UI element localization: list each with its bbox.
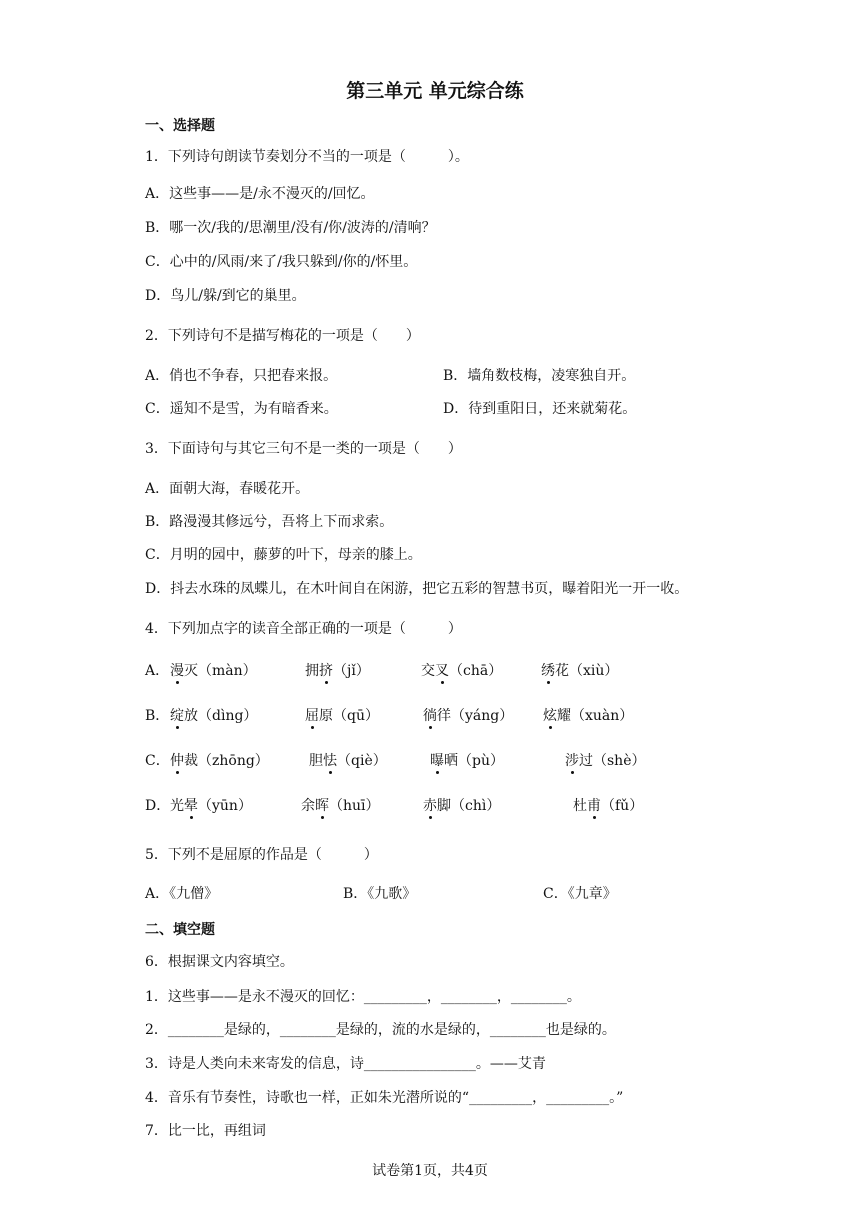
q2-option-b: B．墙角数枝梅，凌寒独自开。 [443, 368, 636, 384]
q4-dotted-char: 涉 [565, 753, 579, 769]
q1-option-d: D．鸟儿/躲/到它的巢里。 [145, 288, 306, 304]
section-fill-heading: 二、填空题 [145, 922, 215, 938]
q6-line-1: 1．这些事——是永不漫灭的回忆：_________，________，________。 [145, 989, 581, 1005]
q4-word-suffix: 脚（chì） [437, 798, 501, 814]
q2-option-c: C．遥知不是雪，为有暗香来。 [145, 401, 338, 417]
q4-word [573, 797, 643, 815]
q4-word [423, 707, 513, 725]
q4-word-suffix: 花（xiù） [555, 663, 619, 679]
q6-line-3: 3．诗是人类向未来寄发的信息，诗________________。——艾青 [145, 1056, 546, 1072]
q4-word-prefix: 杜 [573, 798, 587, 814]
q4-dotted-char: 曝 [430, 753, 444, 769]
q4-word-prefix: 拥 [305, 663, 319, 679]
q4-word-suffix: （jǐ） [333, 663, 370, 679]
q4-word [305, 707, 379, 725]
q4-word [301, 797, 380, 815]
q4-dotted-char: 炫 [543, 708, 557, 724]
q2-stem: 2．下列诗句不是描写梅花的一项是（ ） [145, 328, 420, 344]
page-title: 第三单元 单元综合练 [346, 80, 524, 102]
q4-word [170, 752, 269, 770]
page-footer: 试卷第1页，共4页 [372, 1163, 488, 1179]
q4-word-suffix: 耀（xuàn） [557, 708, 634, 724]
q3-option-c: C．月明的园中，藤萝的叶下，母亲的膝上。 [145, 547, 422, 563]
q4-word [305, 662, 370, 680]
q4-word-prefix: 余 [301, 798, 315, 814]
q4-word-suffix: （chā） [449, 663, 503, 679]
q4-word [170, 797, 252, 815]
q1-option-b: B．哪一次/我的/思潮里/没有/你/波涛的/清响？ [145, 220, 436, 236]
q6-line-2: 2．________是绿的，________是绿的，流的水是绿的，________也是绿的。 [145, 1022, 616, 1038]
q4-word [421, 662, 502, 680]
q3-option-a: A．面朝大海，春暖花开。 [145, 481, 310, 497]
q4-dotted-char: 绽 [170, 708, 184, 724]
q4-word-suffix: 晒（pù） [444, 753, 504, 769]
q4-dotted-char: 晕 [184, 798, 198, 814]
q4-word-suffix: 过（shè） [579, 753, 646, 769]
q4-word-prefix: 光 [170, 798, 184, 814]
q4-dotted-char: 挤 [319, 663, 333, 679]
section-choice-heading: 一、选择题 [145, 118, 215, 134]
q4-dotted-char: 晖 [315, 798, 329, 814]
q3-stem: 3．下面诗句与其它三句不是一类的一项是（ ） [145, 441, 462, 457]
q6-line-4: 4．音乐有节奏性，诗歌也一样，正如朱光潜所说的“_________，_________。” [145, 1090, 624, 1106]
q7-stem: 7．比一比，再组词 [145, 1123, 266, 1139]
q1-option-a: A．这些事——是/永不漫灭的/回忆。 [145, 186, 375, 202]
q4-dotted-char: 绣 [541, 663, 555, 679]
q4-word-suffix: （qiè） [337, 753, 387, 769]
q4-dotted-char: 怯 [323, 753, 337, 769]
q4-word-suffix: （yūn） [198, 798, 252, 814]
q4-word [170, 707, 257, 725]
q6-stem: 6．根据课文内容填空。 [145, 954, 294, 970]
q5-stem: 5．下列不是屈原的作品是（ ） [145, 847, 378, 863]
q4-option-label: B． [145, 708, 170, 724]
q4-word-suffix: （huī） [329, 798, 380, 814]
q3-option-d: D．抖去水珠的凤蝶儿，在木叶间自在闲游，把它五彩的智慧书页，曝着阳光一开一收。 [145, 581, 689, 597]
q5-option-c: C．《九章》 [543, 886, 617, 902]
q4-dotted-char: 屈 [305, 708, 319, 724]
q4-word [543, 707, 633, 725]
q3-option-b: B．路漫漫其修远兮，吾将上下而求索。 [145, 514, 394, 530]
q4-dotted-char: 甫 [587, 798, 601, 814]
q4-option-label: C． [145, 753, 170, 769]
q4-word-suffix: 灭（màn） [184, 663, 257, 679]
q4-dotted-char: 仲 [170, 753, 184, 769]
q4-word [541, 662, 618, 680]
q4-word-prefix: 胆 [309, 753, 323, 769]
q4-word-suffix: 裁（zhōng） [184, 753, 269, 769]
q1-option-c: C．心中的/风雨/来了/我只躲到/你的/怀里。 [145, 254, 418, 270]
q5-option-a: A．《九僧》 [145, 886, 219, 902]
q2-option-d: D．待到重阳日，还来就菊花。 [443, 401, 637, 417]
q1-stem: 1．下列诗句朗读节奏划分不当的一项是（ ）。 [145, 149, 469, 165]
q4-word [309, 752, 387, 770]
q4-word [170, 662, 257, 680]
q4-dotted-char: 赤 [423, 798, 437, 814]
q4-dotted-char: 徜 [423, 708, 437, 724]
q5-option-b: B．《九歌》 [343, 886, 417, 902]
q4-word [565, 752, 646, 770]
q4-word-suffix: 原（qū） [319, 708, 379, 724]
q4-dotted-char: 漫 [170, 663, 184, 679]
q4-word-prefix: 交 [421, 663, 435, 679]
q4-option-label: D． [145, 798, 171, 814]
q4-word-suffix: 放（dìng） [184, 708, 258, 724]
q4-word [430, 752, 504, 770]
q4-dotted-char: 叉 [435, 663, 449, 679]
q4-word [423, 797, 500, 815]
q4-option-label: A． [145, 663, 170, 679]
q4-word-suffix: 徉（yáng） [437, 708, 514, 724]
q2-option-a: A．俏也不争春，只把春来报。 [145, 368, 338, 384]
q4-word-suffix: （fǔ） [601, 798, 644, 814]
q4-stem: 4．下列加点字的读音全部正确的一项是（ ） [145, 621, 462, 637]
